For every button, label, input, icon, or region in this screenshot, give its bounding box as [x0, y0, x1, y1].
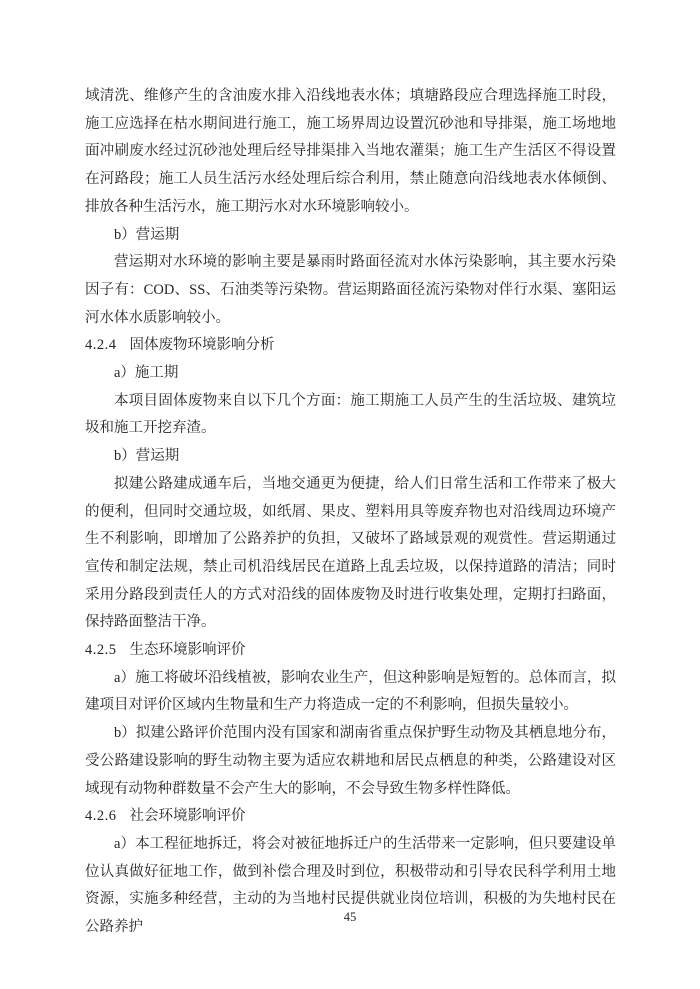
- section-heading: [85, 332, 616, 360]
- paragraph: a）本工程征地拆迁，将会对被征地拆迁户的生活带来一定影响，但只要建设单位认真做好征地工作，做到补偿合理及时到位，积极带动和引导农民科学利用土地资源，实施多种经营，主动的为当地村民提供就业岗位培训，积极的为失地村民在公路养护: [85, 835, 616, 936]
- paragraph: a）施工将破坏沿线植被，影响农业生产，但这种影响是短暂的。总体而言，拟建项目对评价区域内生物量和生产力将造成一定的不利影响，但损失量较小。: [85, 669, 616, 714]
- section-heading: [85, 637, 616, 665]
- paragraph: b）营运期: [114, 226, 180, 243]
- paragraph: 营运期对水环境的影响主要是暴雨时路面径流对水体污染影响，其主要水污染因子有：COD、SS、石油类等污染物。营运期路面径流污染物对伴行水渠、塞阳运河水体水质影响较小。: [85, 254, 616, 326]
- section-number: 4.2.4: [85, 337, 117, 354]
- paragraph: b）营运期: [114, 448, 180, 465]
- paragraph: a）施工期: [114, 365, 179, 382]
- section-number: 4.2.6: [85, 808, 117, 825]
- section-title: 固体废物环境影响分析: [129, 337, 275, 354]
- paragraph: 拟建公路建成通车后，当地交通更为便捷，给人们日常生活和工作带来了极大的便利，但同时交通垃圾，如纸屑、果皮、塑料用具等废弃物也对沿线周边环境产生不利影响，即增加了公路养护的负担，又破坏了路域景观的观赏性。营运期通过宣传和制定法规，禁止司机沿线居民在道路上乱丢垃圾，以保持道路的清洁；同时采用分路段到责任人的方式对沿线的固体废物及时进行收集处理，定期打扫路面，保持路面整洁干净。: [85, 475, 616, 631]
- section-heading: [85, 803, 616, 831]
- paragraph: 域清洗、维修产生的含油废水排入沿线地表水体；填塘路段应合理选择施工时段，施工应选择在枯水期间进行施工，施工场界周边设置沉砂池和导排渠，施工场地地面冲刷废水经过沉砂池处理后经导排渠排入当地农灌渠；施工生产生活区不得设置在河路段；施工人员生活污水经处理后综合利用，禁止随意向沿线地表水体倾倒、排放各种生活污水，施工期污水对水环境影响较小。: [85, 88, 616, 215]
- paragraph: b）拟建公路评价范围内没有国家和湖南省重点保护野生动物及其栖息地分布，受公路建设影响的野生动物主要为适应农耕地和居民点栖息的种类，公路建设对区域现有动物种群数量不会产生大的影响，不会导致生物多样性降低。: [85, 725, 616, 797]
- section-title: 生态环境影响评价: [129, 642, 246, 659]
- page-number: 45: [343, 910, 357, 924]
- section-title: 社会环境影响评价: [129, 808, 246, 825]
- document-body: [85, 83, 616, 942]
- section-number: 4.2.5: [85, 642, 117, 659]
- paragraph: 本项目固体废物来自以下几个方面：施工期施工人员产生的生活垃圾、建筑垃圾和施工开挖弃渣。: [85, 392, 616, 437]
